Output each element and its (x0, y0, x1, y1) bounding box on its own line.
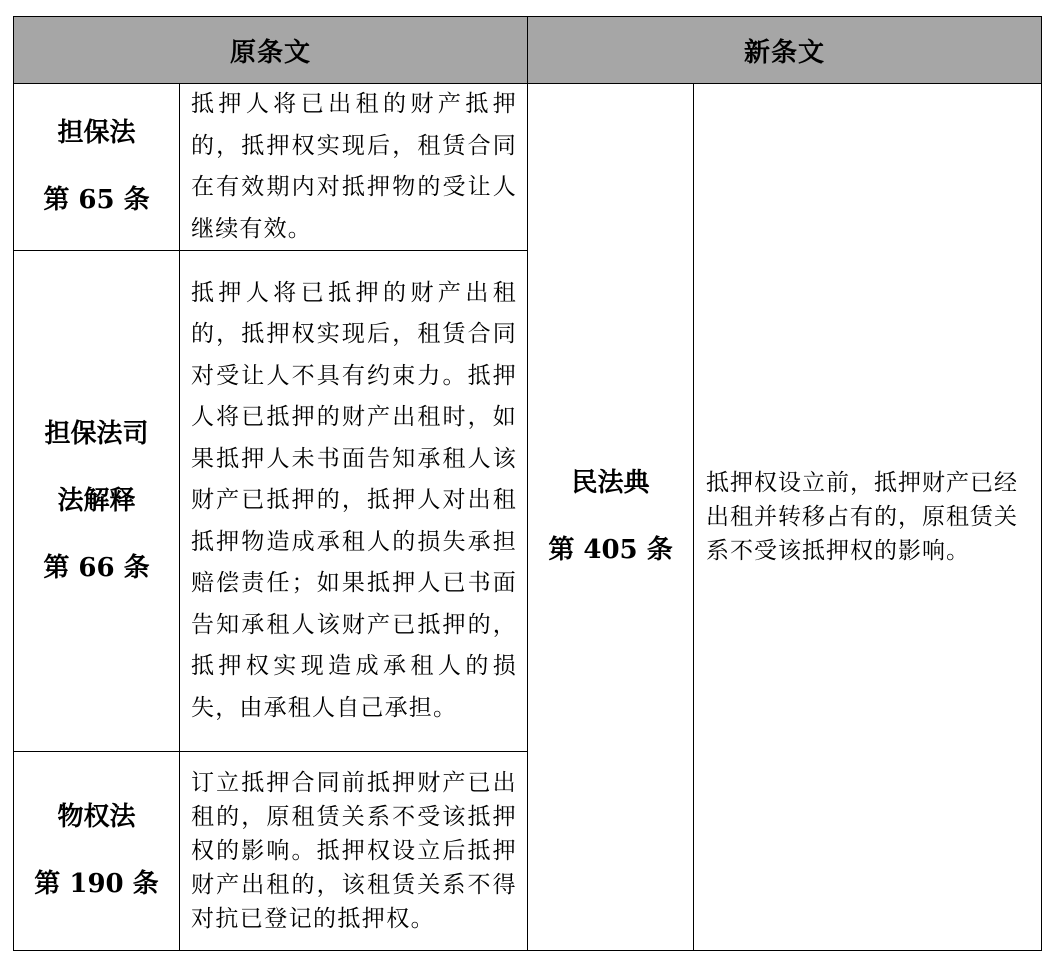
article-text: 订立抵押合同前抵押财产已出租的，原租赁关系不受该抵押权的影响。抵押权设立后抵押财产出租的，该租赁关系不得对抗已登记的抵押权。 (180, 752, 528, 951)
new-law-name: 民法典 (571, 468, 650, 498)
new-article-number: 第 405 条 (548, 535, 673, 565)
new-law-name-cell (528, 84, 694, 951)
law-name: 担保法 (57, 118, 136, 148)
article-text: 抵押人将已出租的财产抵押的，抵押权实现后，租赁合同在有效期内对抵押物的受让人继续有效。 (180, 84, 528, 251)
law-name: 物权法 (57, 802, 136, 832)
law-name: 担保法司 (44, 418, 149, 449)
new-article-header: 新条文 (528, 17, 1042, 84)
law-name-cell (14, 752, 180, 951)
header-row (14, 17, 1042, 84)
law-name-cell (14, 84, 180, 251)
article-number: 第 190 条 (34, 869, 159, 899)
new-article-text: 抵押权设立前，抵押财产已经出租并转移占有的，原租赁关系不受该抵押权的影响。 (694, 84, 1042, 951)
law-name-cont: 法解释 (57, 485, 136, 516)
law-name-cell (14, 251, 180, 752)
article-text: 抵押人将已抵押的财产出租的，抵押权实现后，租赁合同对受让人不具有约束力。抵押人将已抵押的财产出租时，如果抵押人未书面告知承租人该财产已抵押的，抵押人对出租抵押物造成承租人的损失承担赔偿责任；如果抵押人已书面告知承租人该财产已抵押的，抵押权实现造成承租人的损失，由承租人自己承担。 (180, 251, 528, 752)
table-row (14, 84, 1042, 251)
article-number: 第 66 条 (43, 552, 150, 583)
law-comparison-table (13, 16, 1042, 951)
article-number: 第 65 条 (43, 185, 150, 215)
old-article-header: 原条文 (14, 17, 528, 84)
